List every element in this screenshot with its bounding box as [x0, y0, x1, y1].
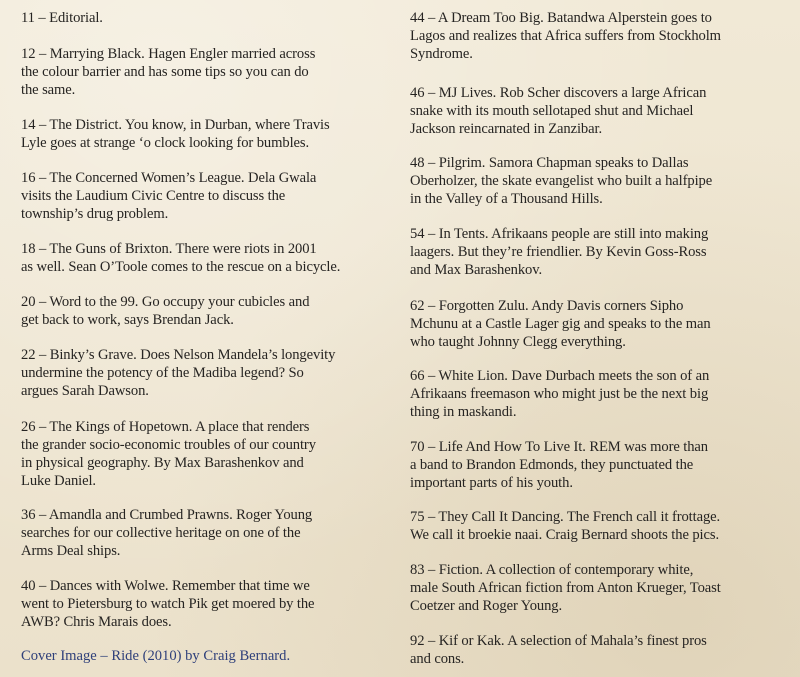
entry-line: 12 – Marrying Black. Hagen Engler married across [21, 46, 316, 62]
entry-line: 16 – The Concerned Women’s League. Dela Gwala [21, 170, 317, 186]
entry-line: Coetzer and Roger Young. [410, 598, 563, 614]
entry-line: searches for our collective heritage on one of the [21, 525, 301, 541]
contents-entry-12 [21, 45, 315, 99]
entry-line: Syndrome. [410, 46, 473, 62]
entry-line: Jackson reincarnated in Zanzibar. [410, 121, 603, 137]
entry-line: who taught Johnny Clegg everything. [410, 334, 626, 350]
contents-entry-22 [21, 346, 335, 400]
contents-entry-11 [21, 9, 103, 27]
entry-line: 54 – In Tents. Afrikaans people are still into making [410, 226, 709, 242]
entry-line: undermine the potency of the Madiba legend? So [21, 365, 304, 381]
entry-line: 62 – Forgotten Zulu. Andy Davis corners Sipho [410, 298, 684, 314]
contents-entry-16 [21, 169, 316, 223]
entry-line: 14 – The District. You know, in Durban, where Travis [21, 117, 330, 133]
entry-line: 83 – Fiction. A collection of contemporary white, [410, 562, 694, 578]
entry-line: 22 – Binky’s Grave. Does Nelson Mandela’s longevity [21, 347, 336, 363]
entry-line: 44 – A Dream Too Big. Batandwa Alperstein goes to [410, 10, 712, 26]
entry-line: thing in maskandi. [410, 404, 517, 420]
contents-entry-75 [410, 508, 720, 544]
entry-line: the same. [21, 82, 76, 98]
contents-entry-20 [21, 293, 309, 329]
entry-line: 20 – Word to the 99. Go occupy your cubicles and [21, 294, 310, 310]
contents-entry-46 [410, 84, 706, 138]
entry-line: Arms Deal ships. [21, 543, 121, 559]
contents-entry-14 [21, 116, 330, 152]
contents-entry-70 [410, 438, 708, 492]
contents-entry-92 [410, 632, 707, 668]
entry-line: laagers. But they’re friendlier. By Kevin Goss-Ross [410, 244, 707, 260]
entry-line: the grander socio-economic troubles of our country [21, 437, 316, 453]
entry-line: as well. Sean O’Toole comes to the rescue on a bicycle. [21, 259, 341, 275]
entry-line: AWB? Chris Marais does. [21, 614, 172, 630]
contents-entry-18 [21, 240, 340, 276]
entry-line: visits the Laudium Civic Centre to discuss the [21, 188, 286, 204]
entry-line: 92 – Kif or Kak. A selection of Mahala’s finest pros [410, 633, 707, 649]
entry-line: argues Sarah Dawson. [21, 383, 149, 399]
cover-image-credit: Cover Image – Ride (2010) by Craig Bernard. [21, 648, 291, 664]
entry-line: 46 – MJ Lives. Rob Scher discovers a large African [410, 85, 707, 101]
entry-line: snake with its mouth sellotaped shut and Michael [410, 103, 694, 119]
entry-line: Afrikaans freemason who might just be the next big [410, 386, 709, 402]
contents-entry-48 [410, 154, 712, 208]
entry-line: 66 – White Lion. Dave Durbach meets the son of an [410, 368, 710, 384]
entry-line: 18 – The Guns of Brixton. There were riots in 2001 [21, 241, 317, 257]
entry-line: in the Valley of a Thousand Hills. [410, 191, 603, 207]
entry-line: in physical geography. By Max Barashenkov and [21, 455, 304, 471]
entry-line: We call it broekie naai. Craig Bernard shoots the pics. [410, 527, 720, 543]
entry-line: went to Pietersburg to watch Pik get moered by the [21, 596, 315, 612]
contents-entry-62 [410, 297, 711, 351]
entry-line: 40 – Dances with Wolwe. Remember that time we [21, 578, 310, 594]
entry-line: Oberholzer, the skate evangelist who built a halfpipe [410, 173, 713, 189]
entry-line: 70 – Life And How To Live It. REM was more than [410, 439, 708, 455]
entry-line: male South African fiction from Anton Krueger, Toast [410, 580, 721, 596]
entry-line: 36 – Amandla and Crumbed Prawns. Roger Young [21, 507, 313, 523]
contents-entry-36 [21, 506, 312, 560]
contents-entry-83 [410, 561, 721, 615]
entry-line: a band to Brandon Edmonds, they punctuated the [410, 457, 694, 473]
entry-line: 48 – Pilgrim. Samora Chapman speaks to Dallas [410, 155, 689, 171]
contents-entry-40 [21, 577, 314, 631]
entry-line: Lyle goes at strange ‘o clock looking for bumbles. [21, 135, 310, 151]
contents-entry-54 [410, 225, 708, 279]
entry-line: get back to work, says Brendan Jack. [21, 312, 234, 328]
entry-line: important parts of his youth. [410, 475, 573, 491]
entry-line: 75 – They Call It Dancing. The French call it frottage. [410, 509, 721, 525]
contents-entry-26 [21, 418, 316, 490]
contents-entry-66 [410, 367, 709, 421]
entry-line: and cons. [410, 651, 465, 667]
entry-line: 11 – Editorial. [21, 10, 103, 26]
entry-line: Lagos and realizes that Africa suffers from Stockholm [410, 28, 721, 44]
entry-line: township’s drug problem. [21, 206, 169, 222]
entry-line: Mchunu at a Castle Lager gig and speaks to the man [410, 316, 711, 332]
entry-line: 26 – The Kings of Hopetown. A place that renders [21, 419, 310, 435]
entry-line: Luke Daniel. [21, 473, 96, 489]
entry-line: and Max Barashenkov. [410, 262, 543, 278]
entry-line: the colour barrier and has some tips so you can do [21, 64, 309, 80]
contents-entry-44 [410, 9, 721, 63]
